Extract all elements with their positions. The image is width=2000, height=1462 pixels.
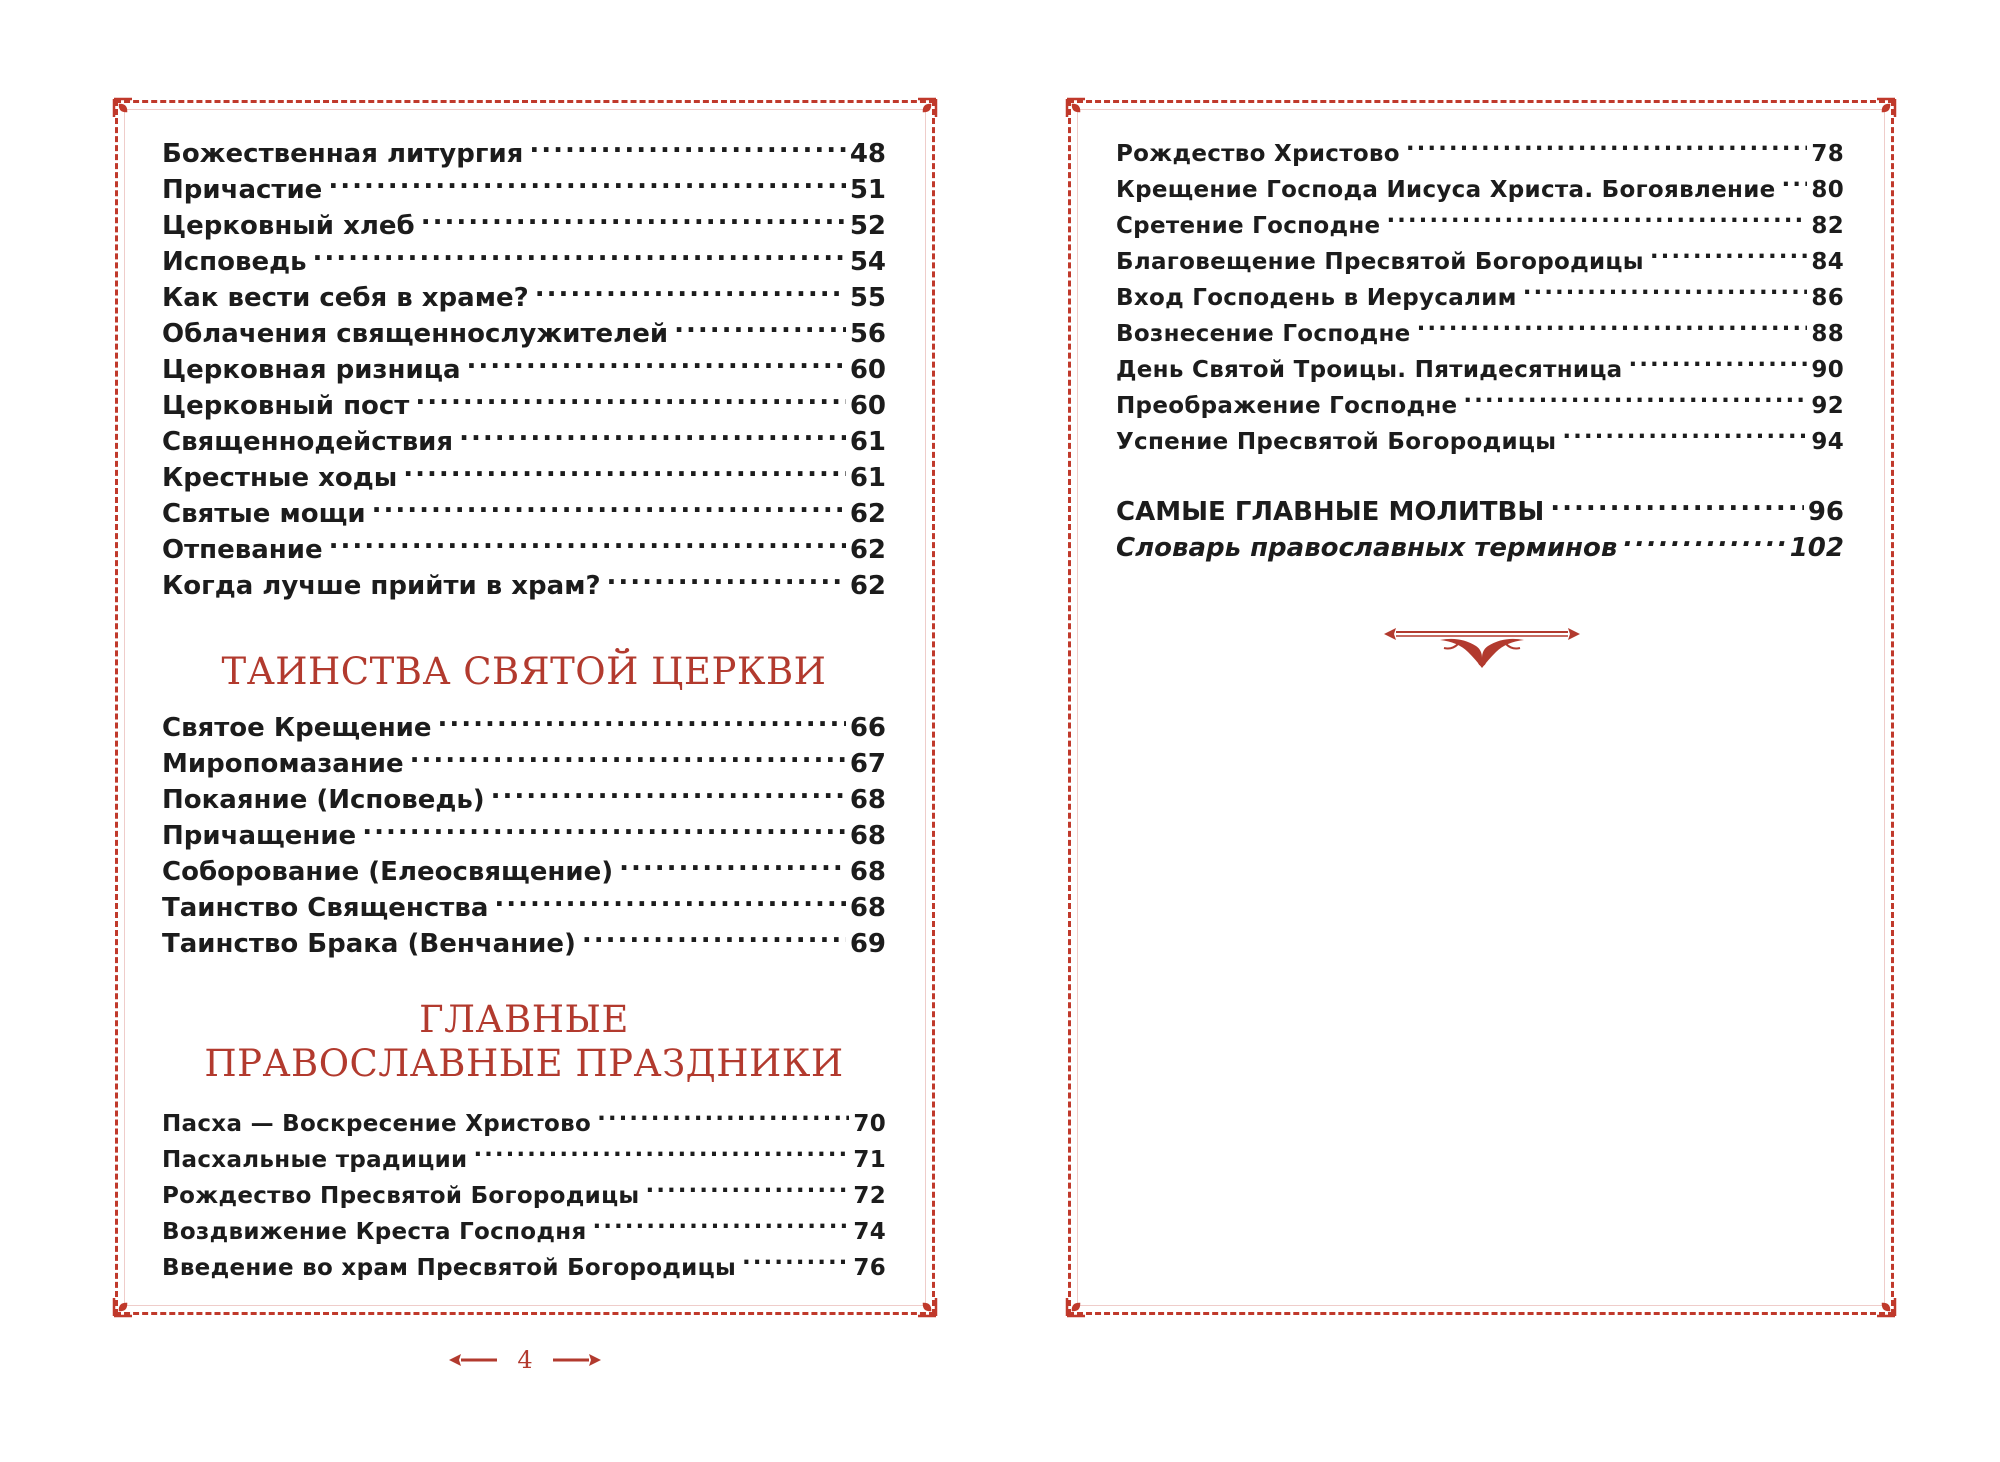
toc-entry-page: 90 [1811,357,1844,383]
toc-entry-title: Как вести себя в храме? [162,283,529,313]
toc-entry-title: Пасха — Воскресение Христово [162,1111,592,1137]
toc-entry[interactable] [162,460,886,496]
toc-entry-title: Воздвижение Креста Господня [162,1219,587,1245]
toc-entry[interactable] [162,710,886,746]
toc-entry-title: Рождество Пресвятой Богородицы [162,1183,640,1209]
toc-entry-title: Крещение Господа Иисуса Христа. Богоявление [1116,177,1776,203]
corner-ornament-icon [112,97,146,131]
toc-entry-title: Миропомазание [162,749,404,779]
toc-entry-glossary[interactable] [1116,530,1844,566]
toc-entry-page: 94 [1811,429,1844,455]
dot-leader [403,460,846,486]
corner-ornament-icon [904,1284,938,1318]
toc-entry[interactable] [1116,172,1844,208]
dot-leader [1417,318,1808,341]
toc-list-sacraments [162,710,886,962]
toc-entry-page: 82 [1811,213,1844,239]
toc-entry-page: 55 [849,283,886,313]
toc-entry[interactable] [162,1214,886,1250]
vignette-ornament-icon [1380,620,1584,670]
toc-entry-page: 68 [849,893,886,923]
toc-entry[interactable] [162,782,886,818]
toc-entry-title: Церковный хлеб [162,211,415,241]
toc-entry-page: 92 [1811,393,1844,419]
toc-list-feasts [162,1106,886,1286]
toc-entry-page: 74 [853,1219,886,1245]
toc-entry[interactable] [1116,316,1844,352]
toc-entry-title: Успение Пресвятой Богородицы [1116,429,1557,455]
toc-entry[interactable] [162,1142,886,1178]
corner-ornament-icon [1065,1284,1099,1318]
corner-ornament-icon [1065,97,1099,131]
toc-entry[interactable] [1116,208,1844,244]
toc-entry-title: Святое Крещение [162,713,432,743]
page-number-folio [440,1340,610,1380]
dot-leader [619,854,846,880]
toc-entry-title: Словарь православных терминов [1116,533,1618,563]
toc-entry-page: 68 [849,821,886,851]
toc-entry[interactable] [1116,352,1844,388]
toc-entry[interactable] [162,854,886,890]
toc-entry-title: Отпевание [162,535,323,565]
folio-ornament-icon [551,1350,603,1370]
dot-leader [1550,494,1804,520]
toc-entry-title: Божественная литургия [162,139,524,169]
toc-entry-title: Вход Господень в Иерусалим [1116,285,1517,311]
dot-leader [597,1108,849,1131]
toc-entry-title: Когда лучше прийти в храм? [162,571,601,601]
toc-entry-title: Церковный пост [162,391,410,421]
toc-entry[interactable] [162,532,886,568]
toc-entry-page: 68 [849,857,886,887]
toc-entry-title: Священнодействия [162,427,454,457]
toc-entry-page: 60 [849,391,886,421]
toc-entry[interactable] [162,172,886,208]
section-heading-sacraments: ТАИНСТВА СВЯТОЙ ЦЕРКВИ [221,650,827,693]
dot-leader [415,388,845,414]
dot-leader [410,746,846,772]
toc-entry-title: Введение во храм Пресвятой Богородицы [162,1255,737,1281]
toc-list-general [162,136,886,604]
toc-entry-title: Соборование (Елеосвящение) [162,857,614,887]
toc-entry-page: 62 [849,571,886,601]
toc-entry-title: САМЫЕ ГЛАВНЫЕ МОЛИТВЫ [1116,497,1545,527]
toc-entry-title: Сретение Господне [1116,213,1381,239]
dot-leader [313,244,846,270]
toc-entry-title: Причастие [162,175,323,205]
toc-entry[interactable] [1116,244,1844,280]
toc-entry[interactable] [162,818,886,854]
toc-entry-page: 86 [1811,285,1844,311]
dot-leader [674,316,846,342]
dot-leader [1386,210,1807,233]
toc-entry[interactable] [162,316,886,352]
toc-entry[interactable] [162,136,886,172]
toc-entry-page: 69 [849,929,886,959]
toc-entry-title: Таинство Священства [162,893,489,923]
dot-leader [329,532,846,558]
toc-entry-page: 102 [1789,533,1844,563]
toc-entry[interactable] [162,208,886,244]
toc-entry-page: 84 [1811,249,1844,275]
dot-leader [607,568,846,594]
toc-entry-page: 70 [853,1111,886,1137]
toc-entry[interactable] [162,568,886,604]
toc-entry-page: 78 [1811,141,1844,167]
toc-entry[interactable] [1116,136,1844,172]
toc-entry-page: 61 [849,427,886,457]
toc-entry-page: 66 [849,713,886,743]
dot-leader [1463,390,1807,413]
toc-entry[interactable] [162,352,886,388]
dot-leader [1406,138,1808,161]
toc-entry-title: Святые мощи [162,499,366,529]
toc-entry-page: 80 [1811,177,1844,203]
toc-list-appendix [1116,494,1844,566]
dot-leader [473,1144,849,1167]
toc-entry[interactable] [162,244,886,280]
dot-leader [1562,426,1807,449]
toc-entry-title: Исповедь [162,247,307,277]
dot-leader [1623,530,1785,556]
toc-entry-title: Причащение [162,821,357,851]
toc-entry-title: Преображение Господне [1116,393,1458,419]
toc-entry[interactable] [1116,424,1844,460]
toc-entry-page: 76 [853,1255,886,1281]
section-heading-line: ПРАВОСЛАВНЫЕ ПРАЗДНИКИ [204,1042,844,1085]
dot-leader [529,136,845,162]
toc-entry[interactable] [1116,388,1844,424]
toc-entry-page: 51 [849,175,886,205]
dot-leader [742,1252,849,1275]
corner-ornament-icon [904,97,938,131]
toc-entry-title: Покаяние (Исповедь) [162,785,485,815]
toc-entry-title: Таинство Брака (Венчание) [162,929,576,959]
corner-ornament-icon [1863,1284,1897,1318]
toc-entry-page: 72 [853,1183,886,1209]
dot-leader [467,352,846,378]
toc-entry-page: 48 [849,139,886,169]
toc-entry-page: 71 [853,1147,886,1173]
dot-leader [593,1216,850,1239]
section-heading-line: ГЛАВНЫЕ [419,998,629,1041]
toc-entry[interactable] [162,746,886,782]
dot-leader [362,818,846,844]
toc-entry-page: 62 [849,535,886,565]
dot-leader [328,172,845,198]
toc-entry-page: 52 [849,211,886,241]
toc-entry-title: Крестные ходы [162,463,398,493]
toc-entry[interactable] [162,1250,886,1286]
toc-entry-page: 67 [849,749,886,779]
toc-entry-title: Рождество Христово [1116,141,1400,167]
toc-entry[interactable] [162,1106,886,1142]
toc-entry-title: Пасхальные традиции [162,1147,468,1173]
toc-entry-title: День Святой Троицы. Пятидесятница [1116,357,1623,383]
dot-leader [1523,282,1808,305]
toc-entry[interactable] [162,424,886,460]
toc-entry-page: 61 [849,463,886,493]
dot-leader [535,280,846,306]
dot-leader [438,710,846,736]
toc-entry[interactable] [162,280,886,316]
dot-leader [1629,354,1808,377]
dot-leader [372,496,846,522]
dot-leader [646,1180,850,1203]
dot-leader [582,926,846,952]
corner-ornament-icon [112,1284,146,1318]
corner-ornament-icon [1863,97,1897,131]
toc-entry-page: 88 [1811,321,1844,347]
toc-entry-page: 68 [849,785,886,815]
toc-entry-title: Благовещение Пресвятой Богородицы [1116,249,1644,275]
toc-entry[interactable] [162,496,886,532]
dot-leader [1650,246,1808,269]
toc-entry[interactable] [162,926,886,962]
folio-ornament-icon [447,1350,499,1370]
toc-entry-title: Облачения священнослужителей [162,319,669,349]
toc-entry-page: 54 [849,247,886,277]
toc-entry-page: 62 [849,499,886,529]
toc-entry-page: 60 [849,355,886,385]
dot-leader [1782,174,1808,197]
toc-entry[interactable] [162,890,886,926]
toc-entry-title: Церковная ризница [162,355,461,385]
dot-leader [491,782,846,808]
toc-entry[interactable] [162,388,886,424]
page-number: 4 [517,1346,533,1374]
toc-entry-prayers[interactable] [1116,494,1844,530]
toc-entry-page: 96 [1807,497,1844,527]
dot-leader [421,208,846,234]
dot-leader [459,424,846,450]
section-heading-feasts [162,998,886,1086]
dot-leader [494,890,845,916]
toc-entry[interactable] [162,1178,886,1214]
toc-entry-title: Вознесение Господне [1116,321,1411,347]
toc-entry[interactable] [1116,280,1844,316]
toc-list-feasts-continued [1116,136,1844,460]
toc-entry-page: 56 [849,319,886,349]
